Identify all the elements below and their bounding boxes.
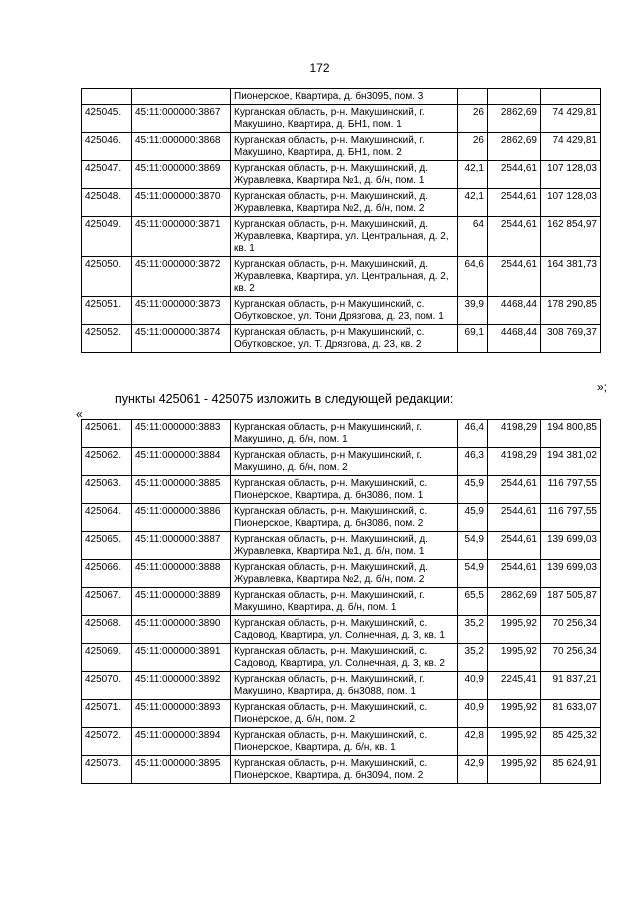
closing-quote: »; bbox=[597, 380, 608, 394]
address-cell: Курганская область, р-н. Макушинский, д. Журавлевка, Квартира №1, д. б/н, пом. 1 bbox=[231, 161, 458, 189]
area-cell: 45,9 bbox=[458, 504, 488, 532]
rate-cell bbox=[488, 89, 541, 105]
area-cell: 64 bbox=[458, 217, 488, 257]
rate-cell: 2544,61 bbox=[488, 560, 541, 588]
area-cell: 65,5 bbox=[458, 588, 488, 616]
cadastral-number-cell: 45:11:000000:3892 bbox=[132, 672, 231, 700]
row-number-cell: 425073. bbox=[82, 756, 132, 784]
table-row bbox=[82, 504, 601, 532]
row-number-cell: 425063. bbox=[82, 476, 132, 504]
address-cell: Курганская область, р-н. Макушинский, д. Журавлевка, Квартира №2, д. б/н, пом. 2 bbox=[231, 560, 458, 588]
row-number-cell: 425066. bbox=[82, 560, 132, 588]
area-cell: 40,9 bbox=[458, 700, 488, 728]
area-cell: 39,9 bbox=[458, 297, 488, 325]
area-cell: 42,9 bbox=[458, 756, 488, 784]
cadastral-table-top bbox=[81, 88, 601, 353]
row-number-cell: 425069. bbox=[82, 644, 132, 672]
cadastral-value-cell: 139 699,03 bbox=[541, 532, 601, 560]
cadastral-value-cell: 81 633,07 bbox=[541, 700, 601, 728]
cadastral-number-cell: 45:11:000000:3872 bbox=[132, 257, 231, 297]
cadastral-value-cell: 187 505,87 bbox=[541, 588, 601, 616]
cadastral-value-cell: 107 128,03 bbox=[541, 189, 601, 217]
cadastral-number-cell: 45:11:000000:3884 bbox=[132, 448, 231, 476]
table-row bbox=[82, 420, 601, 448]
cadastral-value-cell: 85 624,91 bbox=[541, 756, 601, 784]
rate-cell: 2544,61 bbox=[488, 257, 541, 297]
area-cell: 26 bbox=[458, 133, 488, 161]
cadastral-value-cell: 308 769,37 bbox=[541, 325, 601, 353]
table-row bbox=[82, 105, 601, 133]
address-cell: Курганская область, р-н. Макушинский, д. Журавлевка, Квартира №1, д. б/н, пом. 1 bbox=[231, 532, 458, 560]
rate-cell: 1995,92 bbox=[488, 616, 541, 644]
table-row bbox=[82, 616, 601, 644]
area-cell: 42,1 bbox=[458, 189, 488, 217]
area-cell: 46,3 bbox=[458, 448, 488, 476]
address-cell: Курганская область, р-н. Макушинский, г. Макушино, Квартира, д. БН1, пом. 2 bbox=[231, 133, 458, 161]
row-number-cell: 425062. bbox=[82, 448, 132, 476]
cadastral-value-cell: 116 797,55 bbox=[541, 504, 601, 532]
rate-cell: 2544,61 bbox=[488, 217, 541, 257]
area-cell: 54,9 bbox=[458, 532, 488, 560]
row-number-cell: 425051. bbox=[82, 297, 132, 325]
address-cell: Пионерское, Квартира, д. бн3095, пом. 3 bbox=[231, 89, 458, 105]
rate-cell: 2862,69 bbox=[488, 133, 541, 161]
address-cell: Курганская область, р-н Макушинский, с. Обутковское, ул. Т. Дрязгова, д. 23, кв. 2 bbox=[231, 325, 458, 353]
cadastral-number-cell: 45:11:000000:3873 bbox=[132, 297, 231, 325]
row-number-cell: 425045. bbox=[82, 105, 132, 133]
row-number-cell: 425068. bbox=[82, 616, 132, 644]
area-cell: 45,9 bbox=[458, 476, 488, 504]
row-number-cell: 425047. bbox=[82, 161, 132, 189]
row-number-cell: 425048. bbox=[82, 189, 132, 217]
cadastral-number-cell: 45:11:000000:3874 bbox=[132, 325, 231, 353]
rate-cell: 2245,41 bbox=[488, 672, 541, 700]
table-row bbox=[82, 588, 601, 616]
area-cell: 26 bbox=[458, 105, 488, 133]
cadastral-number-cell: 45:11:000000:3885 bbox=[132, 476, 231, 504]
cadastral-value-cell: 74 429,81 bbox=[541, 105, 601, 133]
table-row bbox=[82, 644, 601, 672]
row-number-cell: 425046. bbox=[82, 133, 132, 161]
cadastral-value-cell: 194 381,02 bbox=[541, 448, 601, 476]
address-cell: Курганская область, р-н. Макушинский, с. Пионерское, Квартира, д. бн3086, пом. 2 bbox=[231, 504, 458, 532]
rate-cell: 1995,92 bbox=[488, 756, 541, 784]
rate-cell: 4198,29 bbox=[488, 420, 541, 448]
table-row bbox=[82, 532, 601, 560]
rate-cell: 2544,61 bbox=[488, 161, 541, 189]
area-cell: 42,8 bbox=[458, 728, 488, 756]
area-cell: 54,9 bbox=[458, 560, 488, 588]
address-cell: Курганская область, р-н. Макушинский, д. Журавлевка, Квартира, ул. Центральная, д. 2, кв. 2 bbox=[231, 257, 458, 297]
cadastral-number-cell: 45:11:000000:3894 bbox=[132, 728, 231, 756]
row-number-cell: 425072. bbox=[82, 728, 132, 756]
area-cell bbox=[458, 89, 488, 105]
table-row bbox=[82, 448, 601, 476]
area-cell: 35,2 bbox=[458, 616, 488, 644]
row-number-cell: 425071. bbox=[82, 700, 132, 728]
cadastral-number-cell: 45:11:000000:3891 bbox=[132, 644, 231, 672]
cadastral-value-cell: 91 837,21 bbox=[541, 672, 601, 700]
address-cell: Курганская область, р-н. Макушинский, г. Макушино, Квартира, д. бн3088, пом. 1 bbox=[231, 672, 458, 700]
row-number-cell: 425052. bbox=[82, 325, 132, 353]
row-number-cell: 425065. bbox=[82, 532, 132, 560]
cadastral-table-bottom bbox=[81, 419, 601, 784]
cadastral-value-cell: 107 128,03 bbox=[541, 161, 601, 189]
address-cell: Курганская область, р-н Макушинский, г. Макушино, д. б/н, пом. 1 bbox=[231, 420, 458, 448]
cadastral-value-cell: 116 797,55 bbox=[541, 476, 601, 504]
table-row bbox=[82, 133, 601, 161]
cadastral-value-cell: 164 381,73 bbox=[541, 257, 601, 297]
address-cell: Курганская область, р-н. Макушинский, с. Садовод, Квартира, ул. Солнечная, д. 3, кв. 1 bbox=[231, 616, 458, 644]
table-row bbox=[82, 560, 601, 588]
rate-cell: 2862,69 bbox=[488, 588, 541, 616]
row-number-cell: 425064. bbox=[82, 504, 132, 532]
cadastral-number-cell: 45:11:000000:3887 bbox=[132, 532, 231, 560]
opening-quote: « bbox=[76, 407, 83, 421]
cadastral-value-cell: 162 854,97 bbox=[541, 217, 601, 257]
cadastral-number-cell: 45:11:000000:3868 bbox=[132, 133, 231, 161]
cadastral-value-cell: 178 290,85 bbox=[541, 297, 601, 325]
cadastral-value-cell bbox=[541, 89, 601, 105]
address-cell: Курганская область, р-н. Макушинский, с. Пионерское, д. б/н, пом. 2 bbox=[231, 700, 458, 728]
area-cell: 64,6 bbox=[458, 257, 488, 297]
address-cell: Курганская область, р-н. Макушинский, д. Журавлевка, Квартира, ул. Центральная, д. 2, кв. 1 bbox=[231, 217, 458, 257]
table-row bbox=[82, 257, 601, 297]
address-cell: Курганская область, р-н. Макушинский, с. Пионерское, Квартира, д. бн3086, пом. 1 bbox=[231, 476, 458, 504]
rate-cell: 4468,44 bbox=[488, 297, 541, 325]
address-cell: Курганская область, р-н. Макушинский, с. Садовод, Квартира, ул. Солнечная, д. 3, кв. 2 bbox=[231, 644, 458, 672]
row-number-cell: 425067. bbox=[82, 588, 132, 616]
cadastral-number-cell: 45:11:000000:3895 bbox=[132, 756, 231, 784]
rate-cell: 4468,44 bbox=[488, 325, 541, 353]
table-row bbox=[82, 756, 601, 784]
table-row bbox=[82, 728, 601, 756]
address-cell: Курганская область, р-н. Макушинский, с. Пионерское, Квартира, д. б/н, кв. 1 bbox=[231, 728, 458, 756]
rate-cell: 2862,69 bbox=[488, 105, 541, 133]
area-cell: 40,9 bbox=[458, 672, 488, 700]
table-row bbox=[82, 161, 601, 189]
row-number-cell: 425070. bbox=[82, 672, 132, 700]
cadastral-number-cell: 45:11:000000:3886 bbox=[132, 504, 231, 532]
address-cell: Курганская область, р-н. Макушинский, г. Макушино, Квартира, д. б/н, пом. 1 bbox=[231, 588, 458, 616]
cadastral-value-cell: 139 699,03 bbox=[541, 560, 601, 588]
cadastral-number-cell: 45:11:000000:3883 bbox=[132, 420, 231, 448]
row-number-cell: 425050. bbox=[82, 257, 132, 297]
row-number-cell: 425061. bbox=[82, 420, 132, 448]
rate-cell: 1995,92 bbox=[488, 700, 541, 728]
rate-cell: 2544,61 bbox=[488, 532, 541, 560]
cadastral-number-cell: 45:11:000000:3871 bbox=[132, 217, 231, 257]
cadastral-value-cell: 74 429,81 bbox=[541, 133, 601, 161]
area-cell: 46,4 bbox=[458, 420, 488, 448]
address-cell: Курганская область, р-н. Макушинский, г. Макушино, Квартира, д. БН1, пом. 1 bbox=[231, 105, 458, 133]
area-cell: 35,2 bbox=[458, 644, 488, 672]
cadastral-number-cell: 45:11:000000:3870 bbox=[132, 189, 231, 217]
table-row bbox=[82, 89, 601, 105]
rate-cell: 4198,29 bbox=[488, 448, 541, 476]
table-row bbox=[82, 217, 601, 257]
cadastral-number-cell: 45:11:000000:3867 bbox=[132, 105, 231, 133]
rate-cell: 2544,61 bbox=[488, 189, 541, 217]
cadastral-number-cell bbox=[132, 89, 231, 105]
cadastral-number-cell: 45:11:000000:3889 bbox=[132, 588, 231, 616]
page-number: 172 bbox=[309, 61, 330, 75]
table-row bbox=[82, 189, 601, 217]
cadastral-value-cell: 85 425,32 bbox=[541, 728, 601, 756]
rate-cell: 2544,61 bbox=[488, 504, 541, 532]
cadastral-value-cell: 194 800,85 bbox=[541, 420, 601, 448]
cadastral-number-cell: 45:11:000000:3869 bbox=[132, 161, 231, 189]
table-row bbox=[82, 700, 601, 728]
cadastral-number-cell: 45:11:000000:3888 bbox=[132, 560, 231, 588]
rate-cell: 2544,61 bbox=[488, 476, 541, 504]
address-cell: Курганская область, р-н Макушинский, г. Макушино, д. б/н, пом. 2 bbox=[231, 448, 458, 476]
table-row bbox=[82, 297, 601, 325]
table-row bbox=[82, 325, 601, 353]
cadastral-number-cell: 45:11:000000:3893 bbox=[132, 700, 231, 728]
address-cell: Курганская область, р-н. Макушинский, д. Журавлевка, Квартира №2, д. б/н, пом. 2 bbox=[231, 189, 458, 217]
rate-cell: 1995,92 bbox=[488, 644, 541, 672]
address-cell: Курганская область, р-н. Макушинский, с. Пионерское, Квартира, д. бн3094, пом. 2 bbox=[231, 756, 458, 784]
amendment-instruction: пункты 425061 - 425075 изложить в следующей редакции: bbox=[115, 392, 454, 406]
row-number-cell bbox=[82, 89, 132, 105]
address-cell: Курганская область, р-н Макушинский, с. Обутковское, ул. Тони Дрязгова, д. 23, пом. 1 bbox=[231, 297, 458, 325]
cadastral-value-cell: 70 256,34 bbox=[541, 644, 601, 672]
cadastral-number-cell: 45:11:000000:3890 bbox=[132, 616, 231, 644]
area-cell: 42,1 bbox=[458, 161, 488, 189]
row-number-cell: 425049. bbox=[82, 217, 132, 257]
cadastral-value-cell: 70 256,34 bbox=[541, 616, 601, 644]
table-row bbox=[82, 476, 601, 504]
table-row bbox=[82, 672, 601, 700]
area-cell: 69,1 bbox=[458, 325, 488, 353]
rate-cell: 1995,92 bbox=[488, 728, 541, 756]
